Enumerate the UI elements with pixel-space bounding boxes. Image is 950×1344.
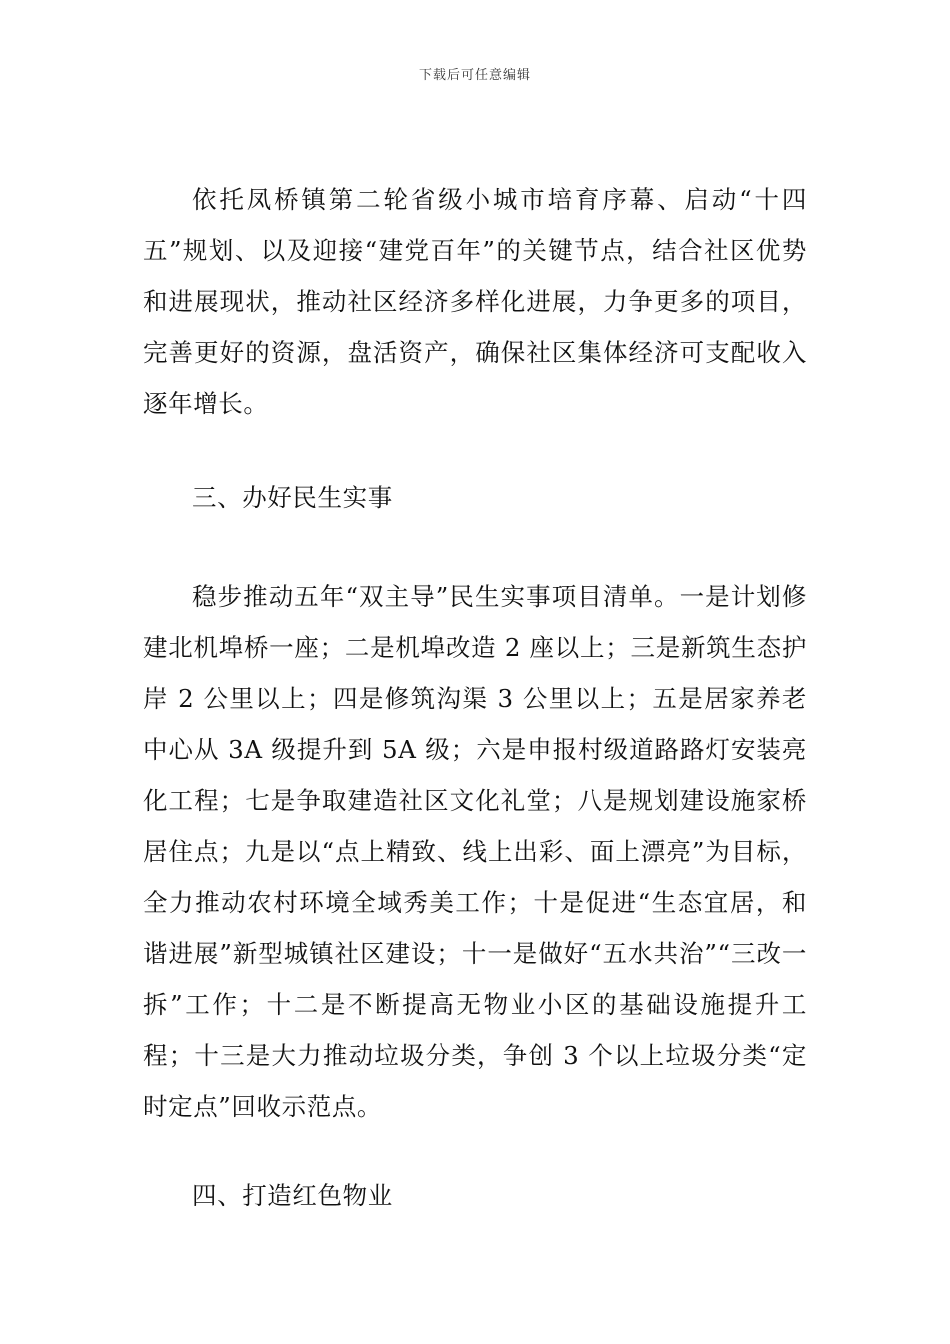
section-heading-livelihood: 三、办好民生实事 [192, 483, 393, 512]
header-note: 下载后可任意编辑 [418, 68, 531, 83]
paragraph-livelihood-projects: 稳步推动五年“双主导”民生实事项目清单。一是计划修建北机埠桥一座；二是机埠改造 2 座以上；三是新筑生态护岸 2 公里以上；四是修筑沟渠 3 公里以上；五是居家养老中心从 3A 级提升到 5A 级；六是申报村级道路路灯安装亮化工程；七是争取建造社区文化礼堂；八是规划建设施家桥居住点；九是以“点上精致、线上出彩、面上漂亮”为目标，全力推动农村环境全域秀美工作；十是促进“生态宜居，和谐进展”新型城镇社区建设；十一是做好“五水共治”“三改一拆”工作；十二是不断提高无物业小区的基础设施提升工程；十三是大力推动垃圾分类，争创 3 个以上垃圾分类“定时定点”回收示范点。 [143, 582, 807, 1121]
section-heading-red-property: 四、打造红色物业 [192, 1181, 393, 1210]
paragraph-economy: 依托凤桥镇第二轮省级小城市培育序幕、启动“十四五”规划、以及迎接“建党百年”的关键节点，结合社区优势和进展现状，推动社区经济多样化进展，力争更多的项目，完善更好的资源，盘活资产，确保社区集体经济可支配收入逐年增长。 [143, 185, 807, 418]
